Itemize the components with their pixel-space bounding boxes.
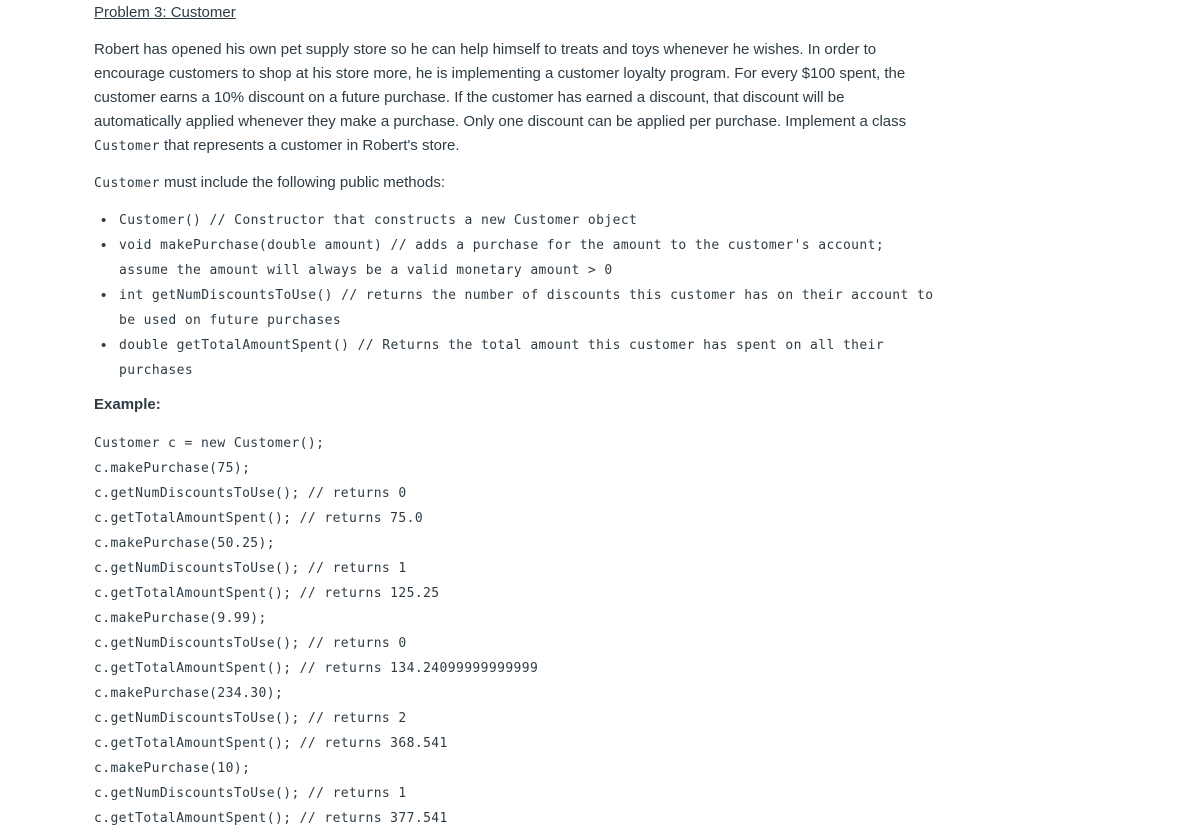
bullet-icon: • (101, 287, 107, 304)
method-text: Customer() // Constructor that constructs a new Customer object (119, 213, 638, 228)
code-line: c.makePurchase(50.25); (94, 536, 275, 551)
code-line: c.makePurchase(75); (94, 461, 251, 476)
class-name-code: Customer (94, 176, 160, 191)
methods-list (94, 208, 934, 383)
problem-description (94, 38, 924, 159)
code-line: c.getNumDiscountsToUse(); // returns 0 (94, 636, 407, 651)
method-text: double getTotalAmountSpent() // Returns the total amount this customer has spent on all their purchases (119, 338, 885, 378)
methods-intro (94, 172, 445, 195)
code-line: c.makePurchase(10); (94, 761, 251, 776)
description-text: Robert has opened his own pet supply store so he can help himself to treats and toys whenever he wishes. In order to encourage customers to shop at his store more, he is implementing a customer loyalty program. For every $100 spent, the customer earns a 10% discount on a future purchase. If the customer has earned a discount, that discount will be automatically applied whenever they make a purchase. Only one discount can be applied per purchase. Implement a class (94, 41, 907, 130)
code-line: c.makePurchase(9.99); (94, 611, 267, 626)
bullet-icon: • (101, 212, 107, 229)
bullet-icon: • (101, 237, 107, 254)
code-line: c.getNumDiscountsToUse(); // returns 1 (94, 786, 407, 801)
method-text: int getNumDiscountsToUse() // returns the number of discounts this customer has on their account to be used on future purchases (119, 288, 934, 328)
code-line: c.getTotalAmountSpent(); // returns 75.0 (94, 511, 424, 526)
example-heading: Example: (94, 396, 161, 413)
method-item-make-purchase (94, 233, 934, 283)
method-item-get-num-discounts (94, 283, 934, 333)
class-name-code: Customer (94, 139, 160, 154)
method-text: void makePurchase(double amount) // adds a purchase for the amount to the customer's account; assume the amount will always be a valid monetary amount > 0 (119, 238, 885, 278)
code-line: c.getNumDiscountsToUse(); // returns 1 (94, 561, 407, 576)
problem-title: Problem 3: Customer (94, 4, 236, 21)
description-text-end: that represents a customer in Robert's store. (159, 137, 460, 154)
methods-intro-text: must include the following public methods: (159, 174, 445, 191)
example-code-block (94, 431, 538, 831)
method-item-get-total-amount (94, 333, 934, 383)
code-line: c.getTotalAmountSpent(); // returns 368.541 (94, 736, 448, 751)
code-line: c.getTotalAmountSpent(); // returns 125.25 (94, 586, 440, 601)
bullet-icon: • (101, 337, 107, 354)
method-item-constructor (94, 208, 934, 233)
code-line: c.getTotalAmountSpent(); // returns 377.541 (94, 811, 448, 826)
code-line: c.getTotalAmountSpent(); // returns 134.24099999999999 (94, 661, 539, 676)
code-line: Customer c = new Customer(); (94, 436, 325, 451)
code-line: c.makePurchase(234.30); (94, 686, 284, 701)
code-line: c.getNumDiscountsToUse(); // returns 2 (94, 711, 407, 726)
code-line: c.getNumDiscountsToUse(); // returns 0 (94, 486, 407, 501)
